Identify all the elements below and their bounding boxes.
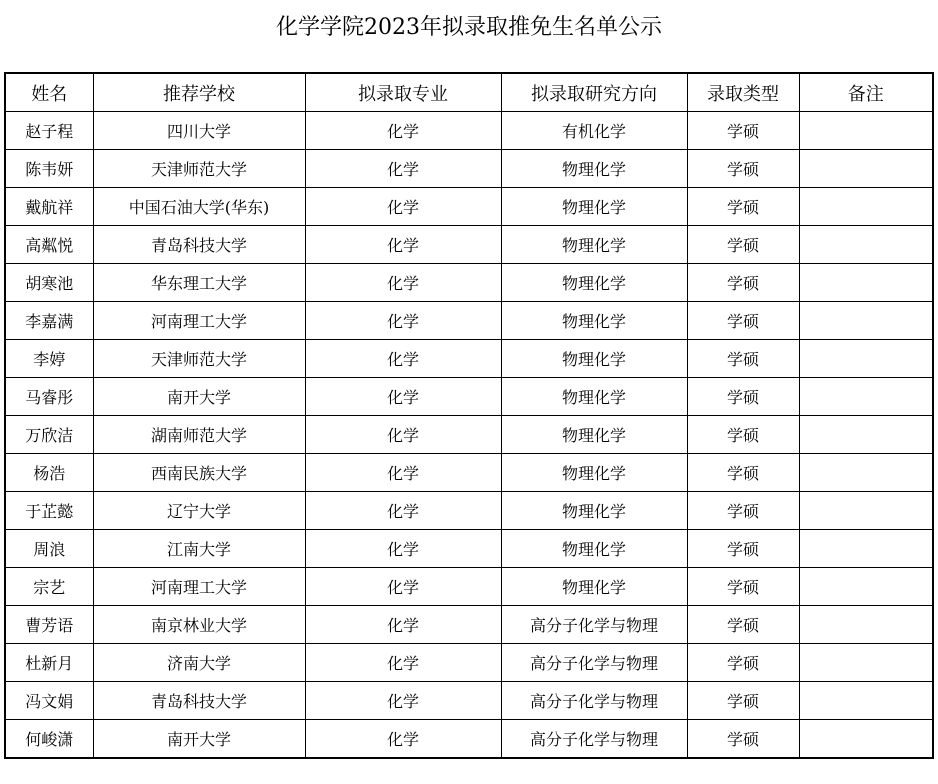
cell-name: 陈韦妍 — [5, 150, 93, 188]
table-row — [5, 720, 933, 759]
cell-school: 天津师范大学 — [93, 340, 305, 378]
cell-school: 华东理工大学 — [93, 264, 305, 302]
cell-school: 湖南师范大学 — [93, 416, 305, 454]
cell-name: 杨浩 — [5, 454, 93, 492]
cell-direction: 高分子化学与物理 — [501, 720, 687, 759]
cell-direction: 物理化学 — [501, 226, 687, 264]
cell-direction: 高分子化学与物理 — [501, 644, 687, 682]
cell-name: 万欣洁 — [5, 416, 93, 454]
cell-direction: 物理化学 — [501, 378, 687, 416]
header-type: 录取类型 — [687, 73, 799, 112]
cell-school: 中国石油大学(华东) — [93, 188, 305, 226]
cell-type: 学硕 — [687, 568, 799, 606]
cell-school: 辽宁大学 — [93, 492, 305, 530]
cell-major: 化学 — [305, 454, 501, 492]
table-row — [5, 188, 933, 226]
cell-major: 化学 — [305, 568, 501, 606]
table-row — [5, 150, 933, 188]
cell-name: 胡寒池 — [5, 264, 93, 302]
cell-type: 学硕 — [687, 720, 799, 759]
cell-major: 化学 — [305, 416, 501, 454]
cell-direction: 物理化学 — [501, 530, 687, 568]
cell-notes — [799, 416, 933, 454]
cell-type: 学硕 — [687, 226, 799, 264]
cell-major: 化学 — [305, 112, 501, 150]
cell-direction: 物理化学 — [501, 188, 687, 226]
cell-major: 化学 — [305, 264, 501, 302]
cell-notes — [799, 644, 933, 682]
cell-major: 化学 — [305, 492, 501, 530]
cell-notes — [799, 606, 933, 644]
cell-school: 江南大学 — [93, 530, 305, 568]
cell-notes — [799, 720, 933, 759]
cell-major: 化学 — [305, 606, 501, 644]
header-major: 拟录取专业 — [305, 73, 501, 112]
cell-notes — [799, 378, 933, 416]
table-row — [5, 644, 933, 682]
cell-direction: 物理化学 — [501, 568, 687, 606]
table-row — [5, 454, 933, 492]
cell-major: 化学 — [305, 150, 501, 188]
cell-notes — [799, 150, 933, 188]
cell-direction: 有机化学 — [501, 112, 687, 150]
cell-notes — [799, 302, 933, 340]
page-title: 化学学院2023年拟录取推免生名单公示 — [276, 15, 662, 40]
cell-school: 青岛科技大学 — [93, 226, 305, 264]
cell-type: 学硕 — [687, 682, 799, 720]
cell-direction: 物理化学 — [501, 416, 687, 454]
cell-type: 学硕 — [687, 492, 799, 530]
cell-type: 学硕 — [687, 378, 799, 416]
cell-notes — [799, 454, 933, 492]
cell-type: 学硕 — [687, 264, 799, 302]
cell-notes — [799, 264, 933, 302]
cell-major: 化学 — [305, 378, 501, 416]
cell-direction: 物理化学 — [501, 340, 687, 378]
table-row — [5, 302, 933, 340]
cell-direction: 高分子化学与物理 — [501, 606, 687, 644]
cell-type: 学硕 — [687, 644, 799, 682]
cell-type: 学硕 — [687, 454, 799, 492]
cell-school: 四川大学 — [93, 112, 305, 150]
cell-major: 化学 — [305, 720, 501, 759]
table-row — [5, 606, 933, 644]
cell-major: 化学 — [305, 530, 501, 568]
cell-name: 何峻潇 — [5, 720, 93, 759]
table-row — [5, 492, 933, 530]
cell-direction: 物理化学 — [501, 454, 687, 492]
cell-notes — [799, 340, 933, 378]
cell-direction: 物理化学 — [501, 264, 687, 302]
cell-name: 戴航祥 — [5, 188, 93, 226]
header-school: 推荐学校 — [93, 73, 305, 112]
cell-notes — [799, 112, 933, 150]
cell-school: 济南大学 — [93, 644, 305, 682]
cell-school: 南开大学 — [93, 378, 305, 416]
cell-notes — [799, 492, 933, 530]
cell-major: 化学 — [305, 188, 501, 226]
cell-type: 学硕 — [687, 302, 799, 340]
table-row — [5, 264, 933, 302]
cell-notes — [799, 530, 933, 568]
cell-direction: 物理化学 — [501, 302, 687, 340]
table-row — [5, 530, 933, 568]
cell-school: 青岛科技大学 — [93, 682, 305, 720]
cell-major: 化学 — [305, 226, 501, 264]
admission-table — [4, 72, 934, 759]
cell-notes — [799, 226, 933, 264]
cell-direction: 物理化学 — [501, 492, 687, 530]
table-row — [5, 416, 933, 454]
cell-direction: 物理化学 — [501, 150, 687, 188]
cell-type: 学硕 — [687, 416, 799, 454]
cell-notes — [799, 568, 933, 606]
cell-direction: 高分子化学与物理 — [501, 682, 687, 720]
cell-name: 宗艺 — [5, 568, 93, 606]
cell-type: 学硕 — [687, 530, 799, 568]
cell-major: 化学 — [305, 644, 501, 682]
cell-school: 西南民族大学 — [93, 454, 305, 492]
table-row — [5, 112, 933, 150]
table-header-row — [5, 73, 933, 112]
cell-notes — [799, 682, 933, 720]
cell-type: 学硕 — [687, 150, 799, 188]
table-row — [5, 568, 933, 606]
table-row — [5, 226, 933, 264]
cell-school: 河南理工大学 — [93, 302, 305, 340]
cell-name: 冯文娟 — [5, 682, 93, 720]
table-row — [5, 682, 933, 720]
header-name: 姓名 — [5, 73, 93, 112]
cell-school: 天津师范大学 — [93, 150, 305, 188]
cell-name: 李嘉满 — [5, 302, 93, 340]
table-row — [5, 340, 933, 378]
cell-type: 学硕 — [687, 112, 799, 150]
cell-type: 学硕 — [687, 188, 799, 226]
cell-notes — [799, 188, 933, 226]
table-row — [5, 378, 933, 416]
cell-name: 高粼悦 — [5, 226, 93, 264]
cell-name: 马睿彤 — [5, 378, 93, 416]
cell-school: 南京林业大学 — [93, 606, 305, 644]
cell-name: 赵子程 — [5, 112, 93, 150]
header-direction: 拟录取研究方向 — [501, 73, 687, 112]
cell-type: 学硕 — [687, 340, 799, 378]
cell-major: 化学 — [305, 302, 501, 340]
cell-major: 化学 — [305, 340, 501, 378]
cell-name: 曹芳语 — [5, 606, 93, 644]
cell-school: 南开大学 — [93, 720, 305, 759]
cell-type: 学硕 — [687, 606, 799, 644]
cell-major: 化学 — [305, 682, 501, 720]
cell-name: 于芷懿 — [5, 492, 93, 530]
cell-name: 杜新月 — [5, 644, 93, 682]
cell-name: 周浪 — [5, 530, 93, 568]
header-notes: 备注 — [799, 73, 933, 112]
cell-school: 河南理工大学 — [93, 568, 305, 606]
cell-name: 李婷 — [5, 340, 93, 378]
